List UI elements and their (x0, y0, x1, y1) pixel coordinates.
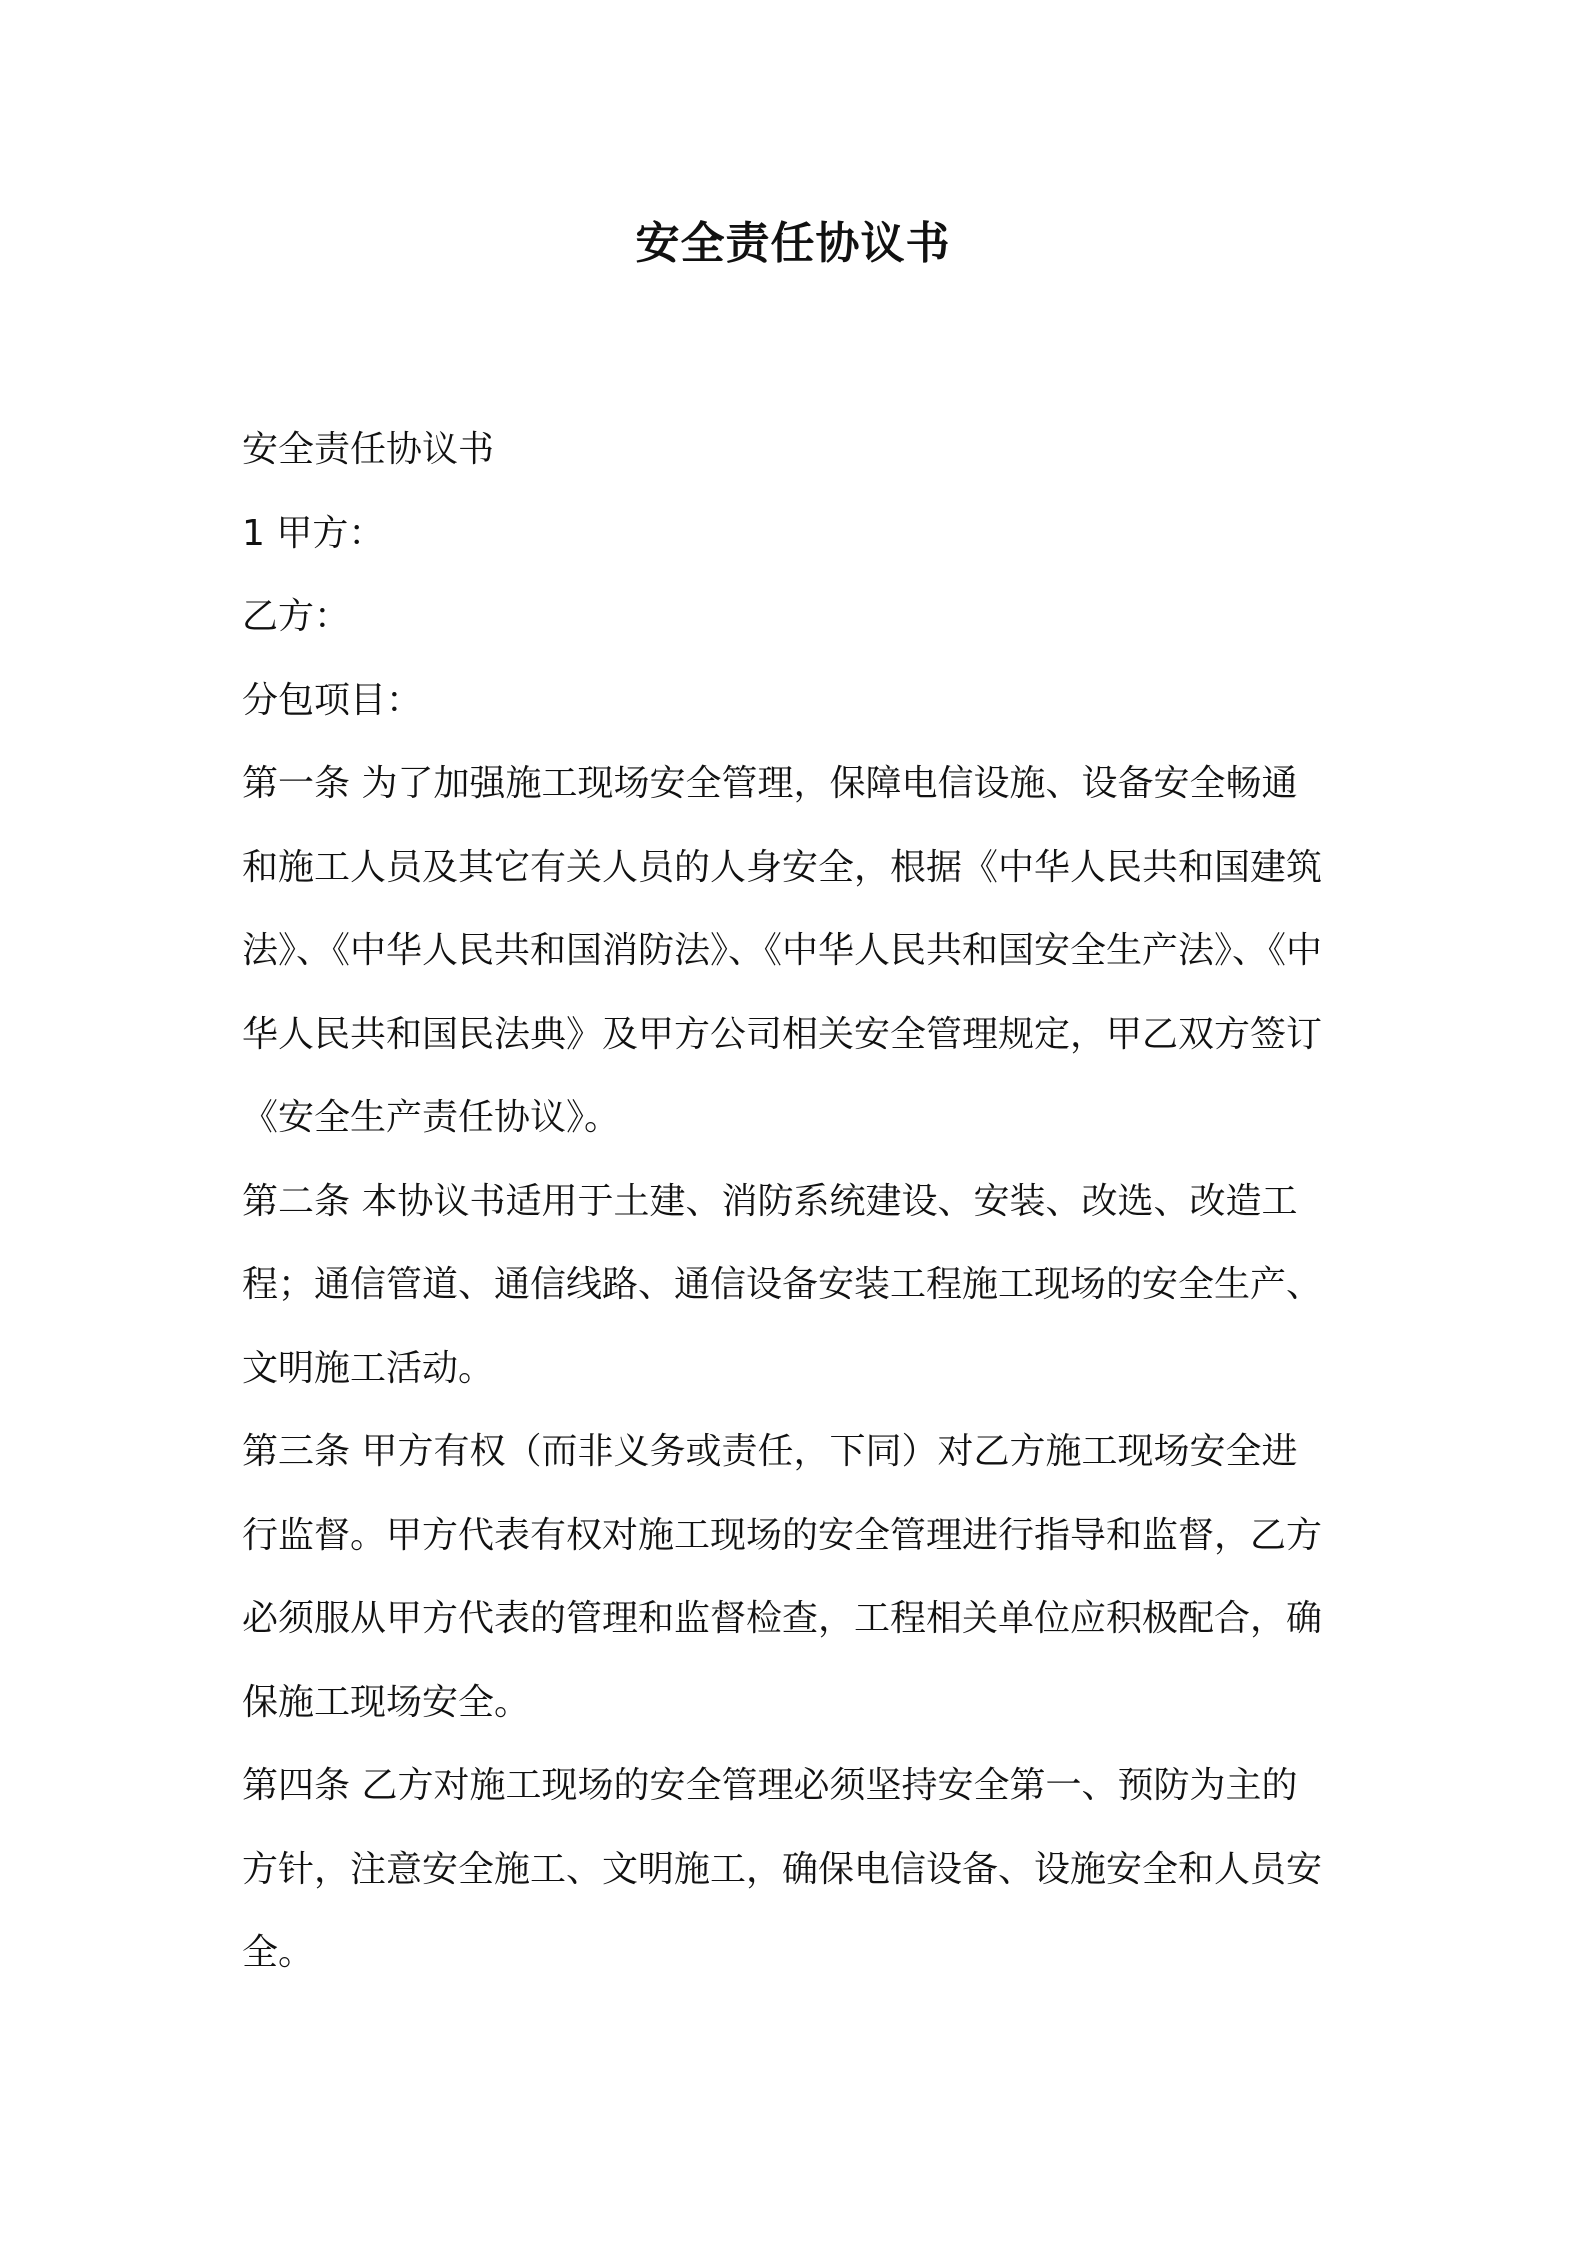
body-line: 必须服从甲方代表的管理和监督检查，工程相关单位应积极配合，确 (242, 1598, 1323, 1639)
body-line: 保施工现场安全。 (242, 1681, 531, 1723)
body-line: 方针，注意安全施工、文明施工，确保电信设备、设施安全和人员安 (242, 1848, 1323, 1890)
body-line: 第三条 甲方有权（而非义务或责任，下同）对乙方施工现场安全进 (242, 1431, 1298, 1472)
body-line: 1 甲方： (242, 512, 385, 554)
body-line: 和施工人员及其它有关人员的人身安全，根据《中华人民共和国建筑 (242, 846, 1323, 888)
body-line: 法》、《中华人民共和国消防法》、《中华人民共和国安全生产法》、《中 (242, 930, 1323, 971)
body-line: 华人民共和国民法典》及甲方公司相关安全管理规定，甲乙双方签订 (242, 1013, 1323, 1055)
body-line: 第二条 本协议书适用于土建、消防系统建设、安装、改选、改造工 (242, 1180, 1298, 1222)
body-line: 分包项目： (242, 679, 423, 721)
document-body (242, 408, 1352, 1995)
body-line: 第四条 乙方对施工现场的安全管理必须坚持安全第一、预防为主的 (242, 1765, 1298, 1806)
body-line: 全。 (242, 1932, 315, 1973)
body-line: 行监督。甲方代表有权对施工现场的安全管理进行指导和监督，乙方 (242, 1514, 1323, 1556)
body-line: 《安全生产责任协议》。 (242, 1097, 621, 1138)
body-line: 乙方： (242, 596, 351, 637)
body-line: 安全责任协议书 (242, 429, 495, 470)
document-title: 安全责任协议书 (635, 218, 951, 269)
body-line: 程；通信管道、通信线路、通信设备安装工程施工现场的安全生产、 (242, 1264, 1323, 1305)
body-line: 文明施工活动。 (242, 1347, 495, 1389)
body-line: 第一条 为了加强施工现场安全管理，保障电信设施、设备安全畅通 (242, 763, 1298, 804)
